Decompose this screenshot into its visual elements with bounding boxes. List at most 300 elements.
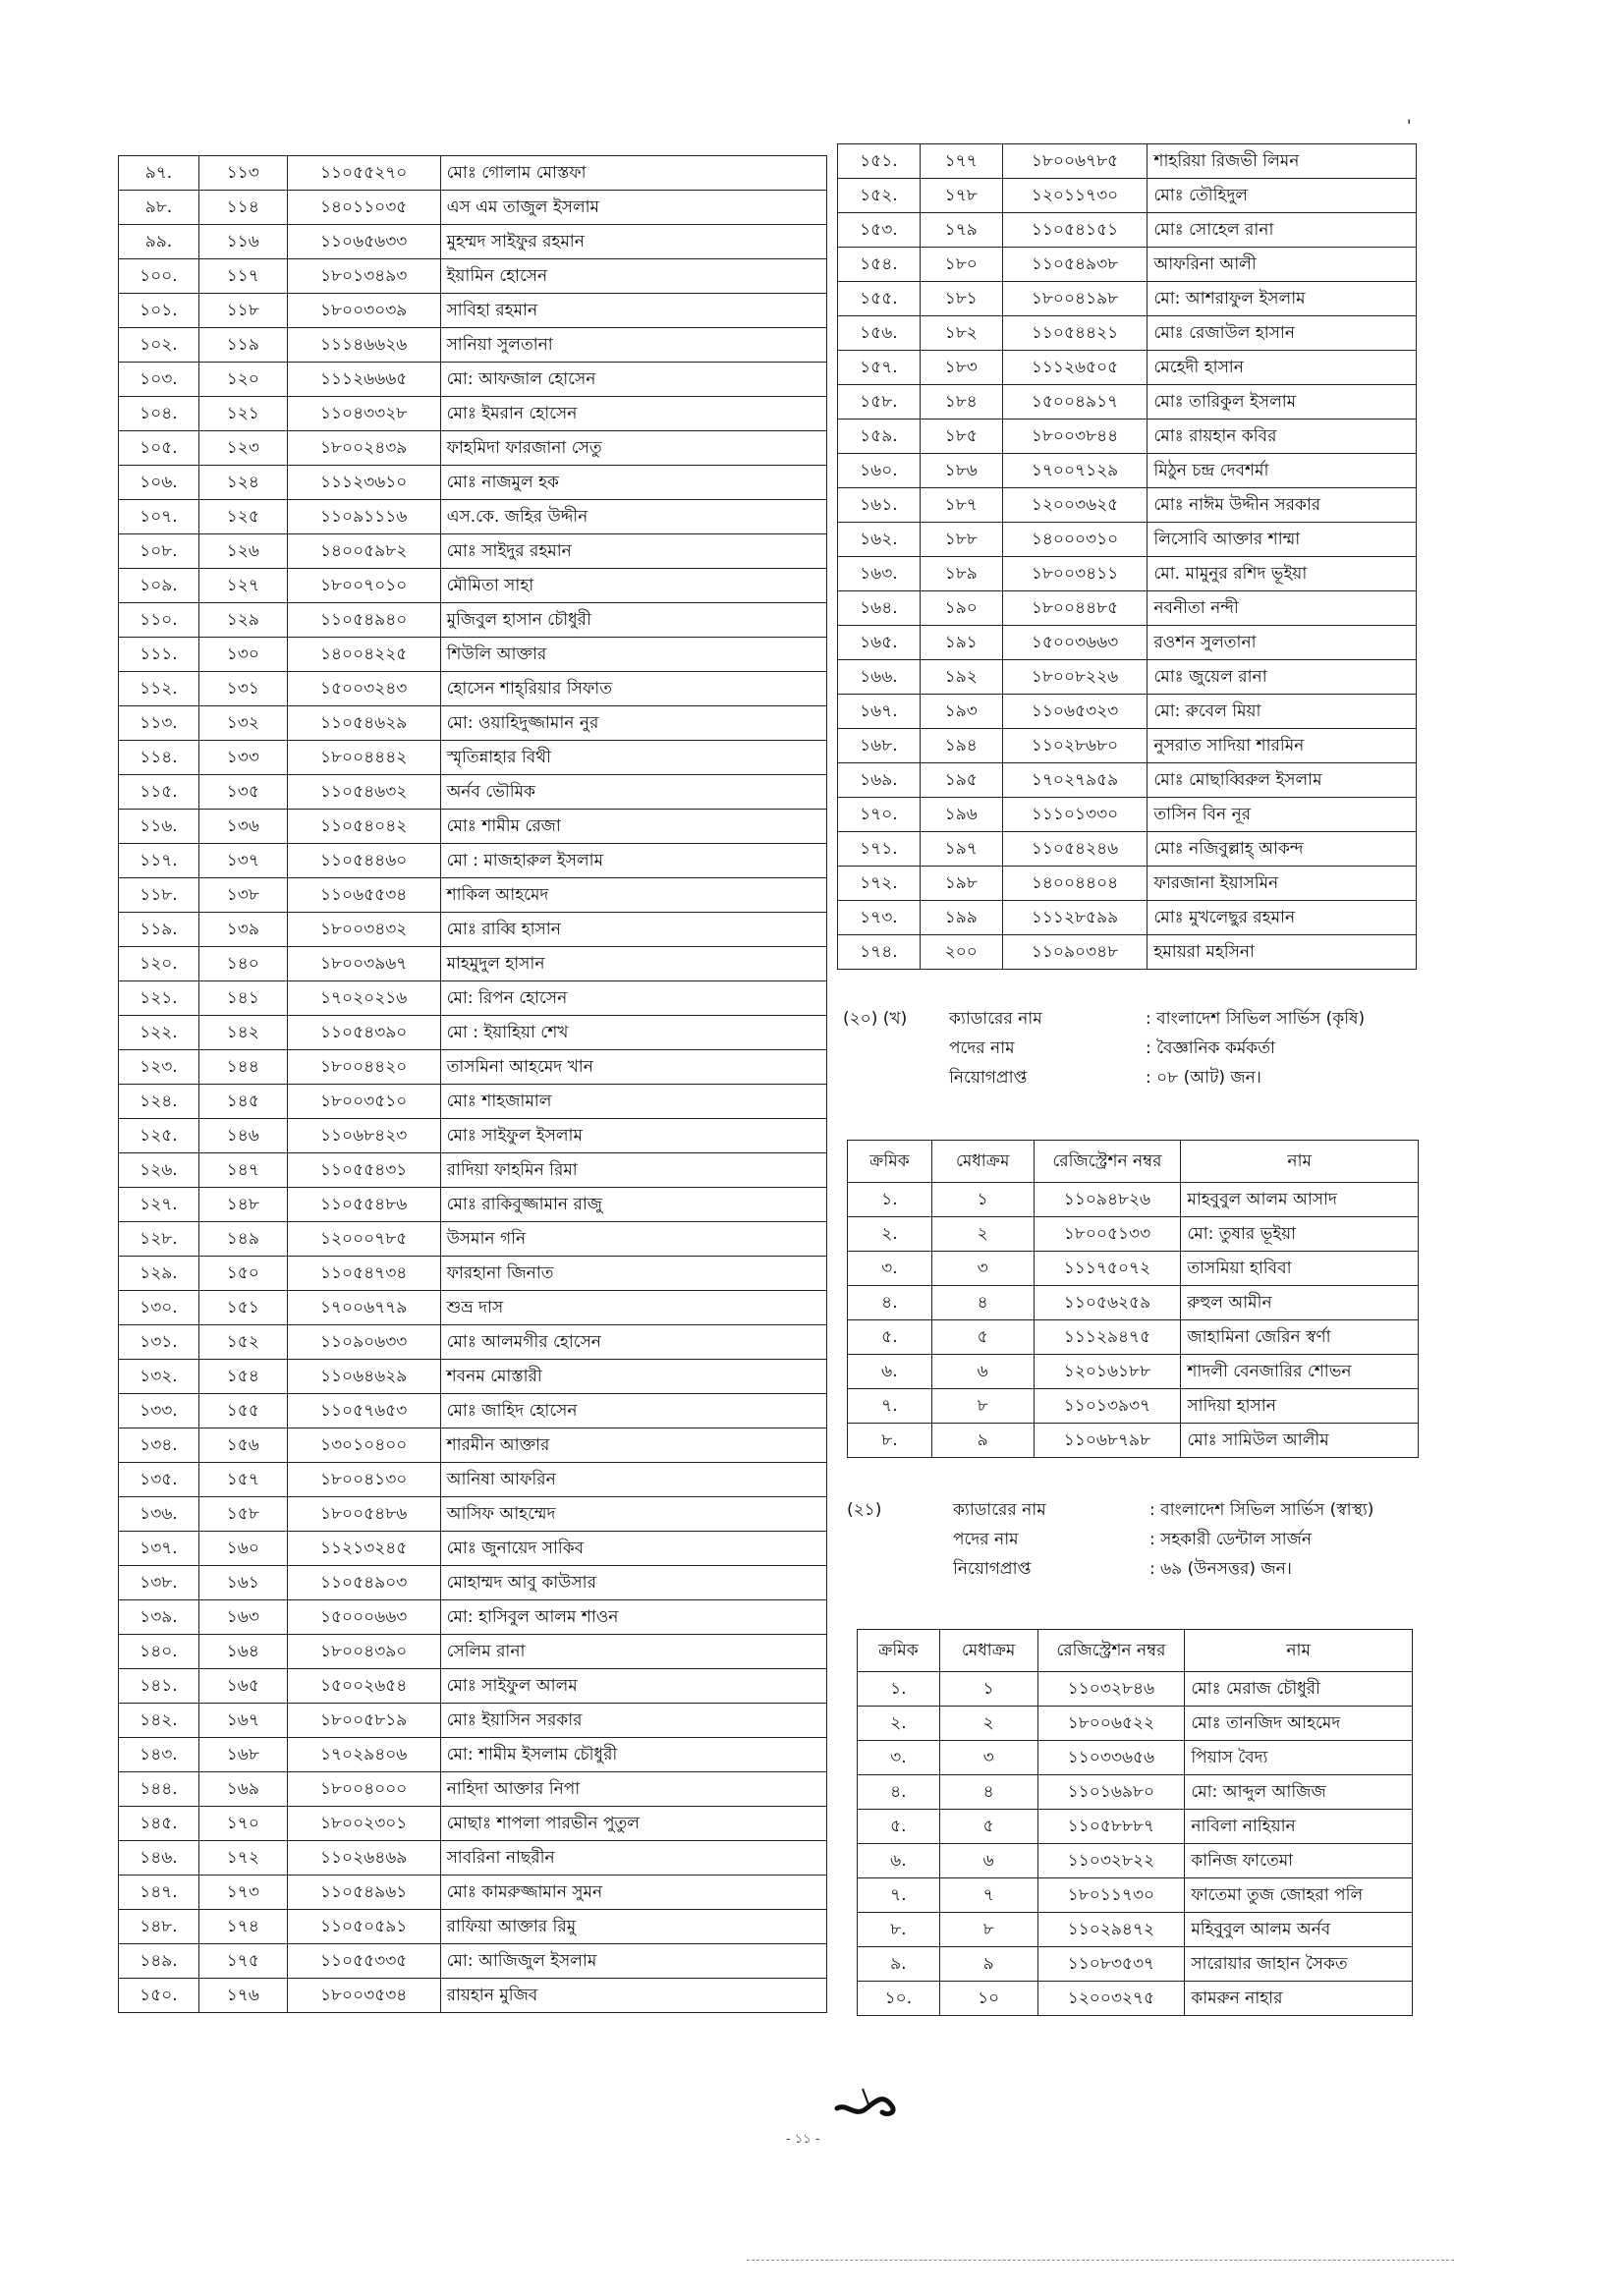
merit-cell: ৬ — [931, 1355, 1034, 1389]
merit-cell: ৩ — [939, 1741, 1037, 1775]
name-cell: মোঃ মেরাজ চৌধুরী — [1185, 1672, 1413, 1707]
appointed-label: নিয়োগপ্রাপ্ত — [949, 1068, 1028, 1088]
name-cell: কানিজ ফাতেমা — [1185, 1844, 1413, 1878]
serial-cell: ১১০. — [119, 603, 199, 638]
table-row — [119, 1463, 827, 1497]
serial-cell: ১৭২. — [838, 867, 921, 901]
table-row — [119, 1394, 827, 1428]
serial-cell: ৩. — [848, 1252, 932, 1286]
name-cell: মুহম্মদ সাইফুর রহমান — [440, 225, 826, 259]
merit-cell: ১৭৮ — [920, 179, 1002, 213]
registration-cell: ১১০৫৪৯৩৮ — [1002, 248, 1148, 282]
registration-cell: ১১১৪৬৬২৬ — [287, 328, 440, 363]
name-cell: আনিষা আফরিন — [440, 1463, 826, 1497]
table-row — [119, 1497, 827, 1532]
merit-cell: ১৫০ — [198, 1257, 287, 1291]
name-cell: মৌমিতা সাহা — [440, 569, 826, 603]
name-cell: মোঃ রায়হান কবির — [1148, 420, 1417, 454]
name-cell: ফারহানা জিনাত — [440, 1257, 826, 1291]
table-row — [838, 488, 1417, 523]
registration-cell: ১১০৯০৬৩৩ — [287, 1325, 440, 1360]
serial-cell: ১৩৭. — [119, 1532, 199, 1566]
serial-cell: ৯৮. — [119, 191, 199, 225]
serial-cell: ১৪২. — [119, 1704, 199, 1738]
registration-cell: ১৪০০৫৯৮২ — [287, 534, 440, 569]
name-cell: মহিবুবুল আলম অর্নব — [1185, 1913, 1413, 1947]
registration-cell: ১১০৫৫২৭০ — [287, 156, 440, 191]
table-row — [838, 316, 1417, 351]
merit-cell: ১৮০ — [920, 248, 1002, 282]
name-cell: মিঠুন চন্দ্র দেবশর্মা — [1148, 454, 1417, 488]
serial-cell: ১৪৯. — [119, 1944, 199, 1979]
table-row — [838, 248, 1417, 282]
serial-cell: ১৬৯. — [838, 763, 921, 798]
table-row — [119, 1532, 827, 1566]
merit-cell: ৫ — [939, 1810, 1037, 1844]
merit-cell: ৫ — [931, 1320, 1034, 1355]
name-cell: মোঃ জাহিদ হোসেন — [440, 1394, 826, 1428]
serial-cell: ১২১. — [119, 981, 199, 1016]
name-cell: মোঃ আলমগীর হোসেন — [440, 1325, 826, 1360]
merit-cell: ১৮১ — [920, 282, 1002, 316]
table-row — [848, 1217, 1419, 1252]
table-row — [838, 798, 1417, 832]
table-row — [838, 351, 1417, 385]
registration-cell: ১১১৭৫০৭২ — [1034, 1252, 1181, 1286]
post-value: : সহকারী ডেন্টাল সার্জন — [1149, 1530, 1313, 1549]
serial-cell: ১. — [848, 1183, 932, 1217]
merit-cell: ১২৩ — [198, 431, 287, 466]
serial-cell: ১৩৩. — [119, 1394, 199, 1428]
table-row — [838, 213, 1417, 248]
table-row — [119, 844, 827, 878]
table-row — [838, 729, 1417, 763]
section-number: (২১) — [847, 1500, 882, 1520]
section-20-table — [847, 1140, 1419, 1458]
serial-cell: ৫. — [848, 1320, 932, 1355]
name-cell: পিয়াস বৈদ্য — [1185, 1741, 1413, 1775]
name-cell: শারমীন আক্তার — [440, 1428, 826, 1463]
serial-cell: ১৪৫. — [119, 1807, 199, 1841]
name-cell: মো : ইয়াহিয়া শেখ — [440, 1016, 826, 1050]
table-row — [838, 626, 1417, 660]
registration-cell: ১১০৫৭৬৫৩ — [287, 1394, 440, 1428]
table-row — [838, 420, 1417, 454]
table-row — [119, 1944, 827, 1979]
registration-cell: ১৮০০৩৪৩২ — [287, 913, 440, 947]
table-row — [119, 1085, 827, 1119]
registration-cell: ১১০২৮৬৮০ — [1002, 729, 1148, 763]
table-row — [119, 1257, 827, 1291]
serial-cell: ১৭৩. — [838, 901, 921, 935]
registration-cell: ১৫০০৩৬৬৩ — [1002, 626, 1148, 660]
table-row — [119, 1635, 827, 1669]
table-row — [119, 259, 827, 294]
cadre-label: ক্যাডারের নাম — [949, 1009, 1042, 1029]
serial-cell: ২. — [858, 1707, 940, 1741]
name-cell: নাহিদা আক্তার নিপা — [440, 1772, 826, 1807]
table-header-row — [848, 1141, 1419, 1183]
table-row — [858, 1810, 1413, 1844]
merit-table-left — [118, 155, 827, 2013]
name-cell: মো. মামুনুর রশিদ ভূইয়া — [1148, 557, 1417, 591]
table-row — [119, 741, 827, 775]
name-cell: সাদিয়া হাসান — [1181, 1389, 1419, 1424]
registration-cell: ১৮০০৪৪২০ — [287, 1050, 440, 1085]
merit-cell: ১৩১ — [198, 672, 287, 706]
name-cell: মোঃ সাইদুর রহমান — [440, 534, 826, 569]
merit-cell: ১২৪ — [198, 466, 287, 500]
merit-cell: ১৫৭ — [198, 1463, 287, 1497]
name-cell: মোঃ মুখলেছুর রহমান — [1148, 901, 1417, 935]
serial-cell: ৩. — [858, 1741, 940, 1775]
registration-cell: ১১০৫৫৩৩৫ — [287, 1944, 440, 1979]
registration-cell: ১২০১৬১৮৮ — [1034, 1355, 1181, 1389]
serial-cell: ১২৫. — [119, 1119, 199, 1153]
merit-cell: ১৩৩ — [198, 741, 287, 775]
serial-cell: ১২৩. — [119, 1050, 199, 1085]
merit-cell: ১৭৩ — [198, 1876, 287, 1910]
table-row — [858, 1844, 1413, 1878]
cadre-value: : বাংলাদেশ সিভিল সার্ভিস (স্বাস্থ্য) — [1149, 1500, 1374, 1520]
page-number: - ১১ - — [786, 2132, 820, 2147]
merit-cell: ১৯২ — [920, 660, 1002, 695]
appointed-value: : ০৮ (আট) জন। — [1146, 1068, 1261, 1088]
name-cell: কামরুন নাহার — [1185, 1982, 1413, 2016]
merit-cell: ১৮৬ — [920, 454, 1002, 488]
merit-cell: ১৫৬ — [198, 1428, 287, 1463]
registration-cell: ১১০৩২৮২২ — [1037, 1844, 1185, 1878]
registration-cell: ১১০৫৪৭৩৪ — [287, 1257, 440, 1291]
name-cell: আসিফ আহম্মেদ — [440, 1497, 826, 1532]
registration-cell: ১১০৩২৮৪৬ — [1037, 1672, 1185, 1707]
registration-cell: ১৮০০৩৫৩৪ — [287, 1979, 440, 2013]
table-row — [858, 1775, 1413, 1810]
name-cell: মো: ওয়াহিদুজ্জামান নুর — [440, 706, 826, 741]
name-cell: শুভ্র দাস — [440, 1291, 826, 1325]
header-merit: মেধাক্রম — [931, 1141, 1034, 1183]
merit-cell: ১২৯ — [198, 603, 287, 638]
name-cell: মোছাঃ শাপলা পারভীন পুতুল — [440, 1807, 826, 1841]
name-cell: রায়হান মুজিব — [440, 1979, 826, 2013]
registration-cell: ১১০৬৫৬৩৩ — [287, 225, 440, 259]
serial-cell: ১২২. — [119, 1016, 199, 1050]
serial-cell: ৯৭. — [119, 156, 199, 191]
serial-cell: ১৪৬. — [119, 1841, 199, 1876]
registration-cell: ১১০৫৮৮৮৭ — [1037, 1810, 1185, 1844]
registration-cell: ১১০৪৩৩২৮ — [287, 397, 440, 431]
name-cell: মো: রুবেল মিয়া — [1148, 695, 1417, 729]
table-row — [119, 1910, 827, 1944]
serial-cell: ৬. — [858, 1844, 940, 1878]
serial-cell: ১০০. — [119, 259, 199, 294]
table-row — [858, 1913, 1413, 1947]
serial-cell: ১৬৩. — [838, 557, 921, 591]
registration-cell: ১৮০০৬৫২২ — [1037, 1707, 1185, 1741]
merit-cell: ১৬১ — [198, 1566, 287, 1600]
merit-cell: ২ — [931, 1217, 1034, 1252]
table-row — [848, 1183, 1419, 1217]
merit-cell: ১২০ — [198, 363, 287, 397]
section-20-table-body — [848, 1183, 1419, 1458]
name-cell: শাদলী বেনজারির শোভন — [1181, 1355, 1419, 1389]
serial-cell: ১৩০. — [119, 1291, 199, 1325]
serial-cell: ১৭০. — [838, 798, 921, 832]
name-cell: ফাতেমা তুজ জোহরা পলি — [1185, 1878, 1413, 1913]
name-cell: শাকিল আহমেদ — [440, 878, 826, 913]
serial-cell: ১৪১. — [119, 1669, 199, 1704]
table-row — [838, 557, 1417, 591]
registration-cell: ১১০৫৫৪৮৬ — [287, 1188, 440, 1222]
merit-cell: ১৬৮ — [198, 1738, 287, 1772]
serial-cell: ১১২. — [119, 672, 199, 706]
serial-cell: ১৬১. — [838, 488, 921, 523]
name-cell: মোঃ সাইফুল ইসলাম — [440, 1119, 826, 1153]
serial-cell: ৮. — [858, 1913, 940, 1947]
merit-cell: ১১৩ — [198, 156, 287, 191]
serial-cell: ১৩৫. — [119, 1463, 199, 1497]
name-cell: তাসিন বিন নূর — [1148, 798, 1417, 832]
registration-cell: ১১০৮৩৫৩৭ — [1037, 1947, 1185, 1982]
table-row — [858, 1947, 1413, 1982]
table-row — [119, 1600, 827, 1635]
table-row — [119, 1841, 827, 1876]
table-row — [119, 1188, 827, 1222]
serial-cell: ১৫০. — [119, 1979, 199, 2013]
merit-cell: ১৪০ — [198, 947, 287, 981]
section-21-table — [857, 1629, 1413, 2016]
registration-cell: ১১০১৬৯৮০ — [1037, 1775, 1185, 1810]
registration-cell: ১৪০০৪৪০৪ — [1002, 867, 1148, 901]
merit-cell: ১৫২ — [198, 1325, 287, 1360]
registration-cell: ১১০৯৪৮২৬ — [1034, 1183, 1181, 1217]
header-name: নাম — [1185, 1630, 1413, 1672]
name-cell: শাহরিয়া রিজভী লিমন — [1148, 144, 1417, 179]
name-cell: ফাহমিদা ফারজানা সেতু — [440, 431, 826, 466]
registration-cell: ১১২১৩২৪৫ — [287, 1532, 440, 1566]
table-row — [838, 660, 1417, 695]
registration-cell: ১১০৫৪৪২১ — [1002, 316, 1148, 351]
name-cell: মোহাম্মদ আবু কাউসার — [440, 1566, 826, 1600]
serial-cell: ১১৭. — [119, 844, 199, 878]
registration-cell: ১৮০০২৪৩৯ — [287, 431, 440, 466]
serial-cell: ১৫৪. — [838, 248, 921, 282]
table-row — [119, 775, 827, 810]
merit-cell: ১৩৫ — [198, 775, 287, 810]
table-row — [119, 981, 827, 1016]
table-row — [119, 913, 827, 947]
serial-cell: ১৩১. — [119, 1325, 199, 1360]
table-row — [119, 1704, 827, 1738]
name-cell: শিউলি আক্তার — [440, 638, 826, 672]
registration-cell: ১৮০০৮২২৬ — [1002, 660, 1148, 695]
serial-cell: ১৪৪. — [119, 1772, 199, 1807]
name-cell: হোসেন শাহ্‌রিয়ার সিফাত — [440, 672, 826, 706]
merit-cell: ১১৮ — [198, 294, 287, 328]
merit-cell: ১৪১ — [198, 981, 287, 1016]
table-row — [848, 1286, 1419, 1320]
merit-cell: ৮ — [939, 1913, 1037, 1947]
name-cell: মোঃ সোহেল রানা — [1148, 213, 1417, 248]
merit-cell: ১২৫ — [198, 500, 287, 534]
table-row — [838, 763, 1417, 798]
name-cell: অর্নব ভৌমিক — [440, 775, 826, 810]
merit-cell: ১৭৬ — [198, 1979, 287, 2013]
table-row — [848, 1424, 1419, 1458]
table-row — [119, 1291, 827, 1325]
name-cell: মোঃ সামিউল আলীম — [1181, 1424, 1419, 1458]
serial-cell: ১৫২. — [838, 179, 921, 213]
post-label: পদের নাম — [953, 1530, 1019, 1549]
serial-cell: ১০৫. — [119, 431, 199, 466]
name-cell: মোঃ রাব্বি হাসান — [440, 913, 826, 947]
registration-cell: ১১০৯০৩৪৮ — [1002, 935, 1148, 970]
serial-cell: ১০৭. — [119, 500, 199, 534]
serial-cell: ১. — [858, 1672, 940, 1707]
table-row — [119, 1428, 827, 1463]
merit-cell: ১৩৬ — [198, 810, 287, 844]
table-row — [858, 1707, 1413, 1741]
serial-cell: ১০৮. — [119, 534, 199, 569]
merit-cell: ১৪৪ — [198, 1050, 287, 1085]
table-row — [858, 1741, 1413, 1775]
merit-cell: ২০০ — [920, 935, 1002, 970]
registration-cell: ১২০১১৭৩০ — [1002, 179, 1148, 213]
registration-cell: ১১০৫৪৬২৯ — [287, 706, 440, 741]
merit-cell: ১৮৯ — [920, 557, 1002, 591]
table-row — [838, 385, 1417, 420]
merit-cell: ১৫৪ — [198, 1360, 287, 1394]
merit-cell: ১৮৭ — [920, 488, 1002, 523]
registration-cell: ১১০৫৫৪৩১ — [287, 1153, 440, 1188]
name-cell: সাবিহা রহমান — [440, 294, 826, 328]
registration-cell: ১৪০০০৩১০ — [1002, 523, 1148, 557]
registration-cell: ১১০১৩৯৩৭ — [1034, 1389, 1181, 1424]
merit-cell: ১৬৪ — [198, 1635, 287, 1669]
table-row — [119, 878, 827, 913]
serial-cell: ১৬৭. — [838, 695, 921, 729]
merit-cell: ১৫১ — [198, 1291, 287, 1325]
table-header-row — [858, 1630, 1413, 1672]
merit-cell: ৪ — [931, 1286, 1034, 1320]
table-row — [858, 1672, 1413, 1707]
registration-cell: ১১০৫৪২৪৬ — [1002, 832, 1148, 867]
name-cell: তাসমিনা আহমেদ খান — [440, 1050, 826, 1085]
serial-cell: ৯৯. — [119, 225, 199, 259]
table-row — [119, 1669, 827, 1704]
merit-cell: ১৯০ — [920, 591, 1002, 626]
table-row — [838, 282, 1417, 316]
merit-cell: ১৭৯ — [920, 213, 1002, 248]
merit-cell: ১৭২ — [198, 1841, 287, 1876]
name-cell: সাবরিনা নাছরীন — [440, 1841, 826, 1876]
merit-cell: ১৮৪ — [920, 385, 1002, 420]
registration-cell: ১১০৯১১১৬ — [287, 500, 440, 534]
merit-cell: ১৩২ — [198, 706, 287, 741]
merit-cell: ১৩০ — [198, 638, 287, 672]
cadre-label: ক্যাডারের নাম — [953, 1500, 1046, 1520]
merit-cell: ১৮৮ — [920, 523, 1002, 557]
registration-cell: ১১০৬৫৫৩৪ — [287, 878, 440, 913]
serial-cell: ১৫৫. — [838, 282, 921, 316]
serial-cell: ১৫৭. — [838, 351, 921, 385]
serial-cell: ১৭৪. — [838, 935, 921, 970]
table-row — [838, 867, 1417, 901]
serial-cell: ১৫১. — [838, 144, 921, 179]
merit-cell: ১৪৯ — [198, 1222, 287, 1257]
registration-cell: ১১০৫৪৩৯০ — [287, 1016, 440, 1050]
merit-table-right-body — [838, 144, 1417, 970]
table-row — [838, 591, 1417, 626]
table-row — [119, 1153, 827, 1188]
name-cell: রুহুল আমীন — [1181, 1286, 1419, 1320]
appointed-value: : ৬৯ (উনসত্তর) জন। — [1149, 1559, 1292, 1579]
serial-cell: ১২৭. — [119, 1188, 199, 1222]
table-row — [119, 363, 827, 397]
registration-cell: ১৮০০৪৪৮৫ — [1002, 591, 1148, 626]
registration-cell: ১১১২৮৫৯৯ — [1002, 901, 1148, 935]
merit-cell: ৮ — [931, 1389, 1034, 1424]
name-cell: মোঃ ইমরান হোসেন — [440, 397, 826, 431]
merit-cell: ১৬৩ — [198, 1600, 287, 1635]
registration-cell: ১২০০৩৬২৫ — [1002, 488, 1148, 523]
serial-cell: ১৫৯. — [838, 420, 921, 454]
merit-cell: ৯ — [939, 1947, 1037, 1982]
merit-cell: ১১৬ — [198, 225, 287, 259]
name-cell: মো: আব্দুল আজিজ — [1185, 1775, 1413, 1810]
name-cell: আফরিনা আলী — [1148, 248, 1417, 282]
serial-cell: ১১১. — [119, 638, 199, 672]
serial-cell: ১০৪. — [119, 397, 199, 431]
table-row — [838, 179, 1417, 213]
table-row — [119, 1738, 827, 1772]
name-cell: সারোয়ার জাহান সৈকত — [1185, 1947, 1413, 1982]
registration-cell: ১৮০০৩৯৬৭ — [287, 947, 440, 981]
serial-cell: ৭. — [848, 1389, 932, 1424]
table-row — [119, 1566, 827, 1600]
name-cell: নাবিলা নাহিয়ান — [1185, 1810, 1413, 1844]
serial-cell: ১১৫. — [119, 775, 199, 810]
serial-cell: ১৪০. — [119, 1635, 199, 1669]
name-cell: মোঃ শামীম রেজা — [440, 810, 826, 844]
registration-cell: ১৮০০৩৫১০ — [287, 1085, 440, 1119]
serial-cell: ১৩৮. — [119, 1566, 199, 1600]
registration-cell: ১১০২৯৪৭২ — [1037, 1913, 1185, 1947]
table-row — [119, 431, 827, 466]
name-cell: মেহেদী হাসান — [1148, 351, 1417, 385]
registration-cell: ১৮০০৫৮১৯ — [287, 1704, 440, 1738]
serial-cell: ৫. — [858, 1810, 940, 1844]
merit-cell: ৩ — [931, 1252, 1034, 1286]
name-cell: জাহামিনা জেরিন স্বর্ণা — [1181, 1320, 1419, 1355]
serial-cell: ১২৪. — [119, 1085, 199, 1119]
merit-cell: ৯ — [931, 1424, 1034, 1458]
registration-cell: ১৮০০৬৭৮৫ — [1002, 144, 1148, 179]
table-row — [119, 1222, 827, 1257]
serial-cell: ১১৯. — [119, 913, 199, 947]
table-row — [119, 569, 827, 603]
name-cell: মুজিবুল হাসান চৌধুরী — [440, 603, 826, 638]
merit-cell: ১৯৭ — [920, 832, 1002, 867]
registration-cell: ১৭০২৯৪০৬ — [287, 1738, 440, 1772]
registration-cell: ১১০৬৮৭৯৮ — [1034, 1424, 1181, 1458]
merit-cell: ২ — [939, 1707, 1037, 1741]
serial-cell: ৮. — [848, 1424, 932, 1458]
serial-cell: ১০. — [858, 1982, 940, 2016]
merit-cell: ১৫৫ — [198, 1394, 287, 1428]
registration-cell: ১১০৩৩৬৫৬ — [1037, 1741, 1185, 1775]
registration-cell: ১৮০০৪৩৯০ — [287, 1635, 440, 1669]
